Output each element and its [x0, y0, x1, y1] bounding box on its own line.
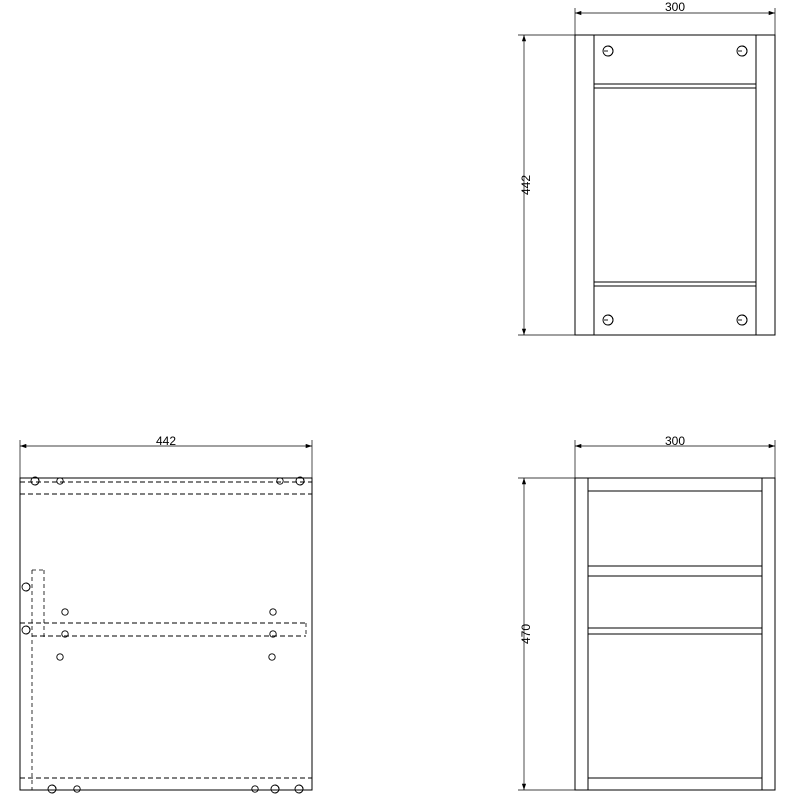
dowel-hole-icon [74, 786, 80, 792]
cam-fitting-icon [271, 785, 279, 793]
dowel-hole-icon [252, 786, 258, 792]
dowel-hole-icon [57, 478, 63, 484]
dowel-hole-icon [57, 654, 63, 660]
dimension-label-470-vertical: 470 [519, 623, 533, 645]
cam-fitting-icon [603, 46, 613, 56]
cam-fitting-icon [22, 626, 30, 634]
dowel-hole-icon [270, 609, 276, 615]
dimension-label-442-horizontal: 442 [155, 434, 177, 448]
cam-fitting-icon [603, 315, 613, 325]
front-elevation-view [518, 8, 775, 335]
side-elevation-view [518, 440, 775, 790]
dimension-label-300-bottom: 300 [664, 434, 686, 448]
cam-fitting-icon [737, 46, 747, 56]
dowel-hole-icon [62, 609, 68, 615]
cam-fitting-icon [737, 315, 747, 325]
cam-fitting-icon [22, 583, 30, 591]
cam-fitting-icon [48, 785, 56, 793]
dowel-hole-icon [269, 654, 275, 660]
plan-view [20, 440, 312, 793]
dowel-hole-icon [277, 478, 283, 484]
cam-fitting-icon [295, 785, 303, 793]
dimension-label-300-top: 300 [664, 0, 686, 14]
dimension-label-442-vertical: 442 [519, 174, 533, 196]
